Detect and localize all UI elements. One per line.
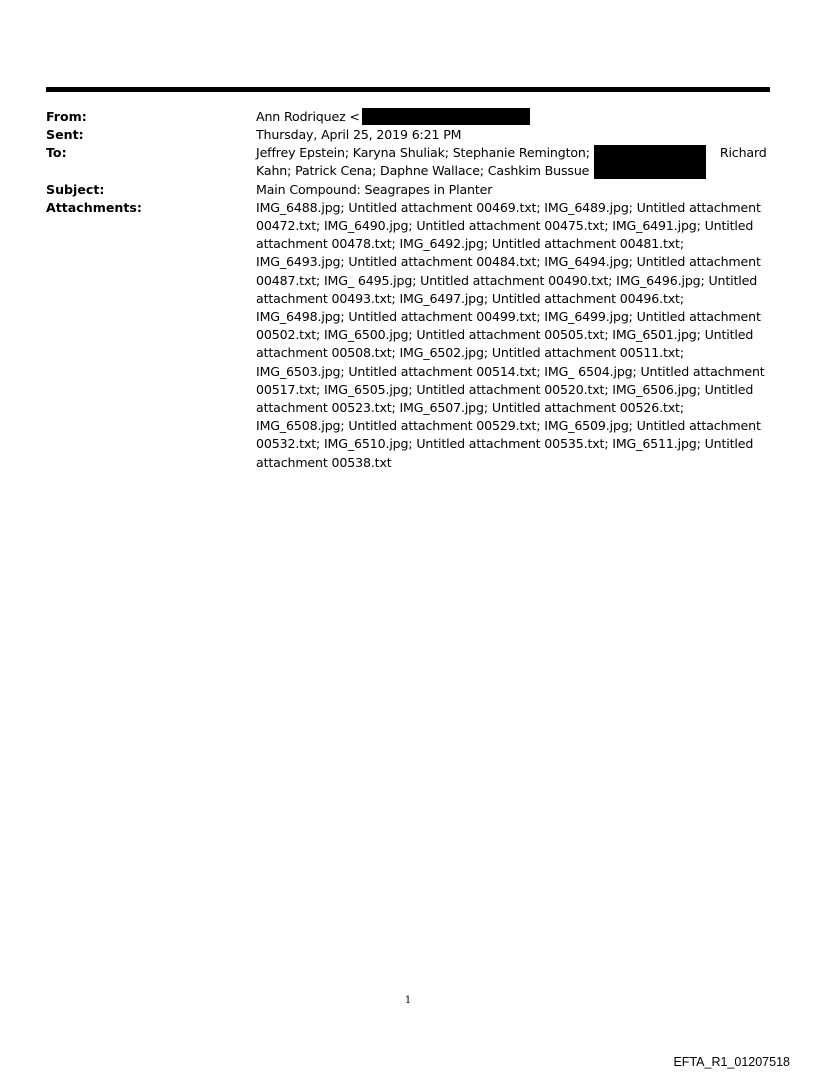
attachments-value: IMG_6488.jpg; Untitled attachment 00469.txt; IMG_6489.jpg; Untitled attachment 00472.txt; IMG_6490.jpg; Untitled attachment 00475.txt; IMG_6491.jpg; Untitled attachment 00478.txt; IMG_6492.jpg; Untitled attachment 00481.txt; IMG_6493.jpg; Untitled attachment 00484.txt; IMG_6494.jpg; Untitled attachment 00487.txt; IMG_ 6495.jpg; Untitled attachment 00490.txt; IMG_6496.jpg; Untitled attachment 00493.txt; IMG_6497.jpg; Untitled attachment 00496.txt; IMG_6498.jpg; Untitled attachment 00499.txt; IMG_6499.jpg; Untitled attachment 00502.txt; IMG_6500.jpg; Untitled attachment 00505.txt; IMG_6501.jpg; Untitled attachment 00508.txt; IMG_6502.jpg; Untitled attachment 00511.txt; IMG_6503.jpg; Untitled attachment 00514.txt; IMG_ 6504.jpg; Untitled attachment 00517.txt; IMG_6505.jpg; Untitled attachment 00520.txt; IMG_6506.jpg; Untitled attachment 00523.txt; IMG_6507.jpg; Untitled attachment 00526.txt; IMG_6508.jpg; Untitled attachment 00529.txt; IMG_6509.jpg; Untitled attachment 00532.txt; IMG_6510.jpg; Untitled attachment 00535.txt; IMG_6511.jpg; Untitled attachment 00538.txt bbox=[256, 199, 765, 470]
attachments-row bbox=[46, 199, 770, 472]
subject-label: Subject: bbox=[46, 181, 105, 197]
to-label: To: bbox=[46, 145, 67, 161]
from-label: From: bbox=[46, 109, 87, 124]
from-row bbox=[46, 108, 770, 126]
redacted-recipient-block bbox=[594, 145, 706, 179]
document-id: EFTA_R1_01207518 bbox=[673, 1055, 790, 1069]
to-recipients-part2: Richard bbox=[719, 145, 767, 161]
page-number: 1 bbox=[404, 995, 412, 1006]
to-row bbox=[46, 144, 770, 180]
sent-value: Thursday, April 25, 2019 6:21 PM bbox=[256, 127, 462, 143]
subject-value: Main Compound: Seagrapes in Planter bbox=[256, 181, 493, 197]
subject-row bbox=[46, 181, 770, 199]
to-line-2: Kahn; Patrick Cena; Daphne Wallace; Cashkim Bussue bbox=[256, 163, 590, 179]
email-header bbox=[46, 108, 770, 472]
from-sender-name: Ann Rodriquez < bbox=[256, 109, 360, 124]
redacted-email-block bbox=[362, 108, 530, 125]
from-value bbox=[256, 108, 770, 126]
sent-label: Sent: bbox=[46, 127, 84, 143]
header-rule bbox=[46, 87, 770, 92]
to-recipients-part1: Jeffrey Epstein; Karyna Shuliak; Stephanie Remington; bbox=[256, 145, 590, 161]
sent-row bbox=[46, 126, 770, 144]
to-value bbox=[256, 144, 770, 180]
attachments-label: Attachments: bbox=[46, 199, 142, 215]
